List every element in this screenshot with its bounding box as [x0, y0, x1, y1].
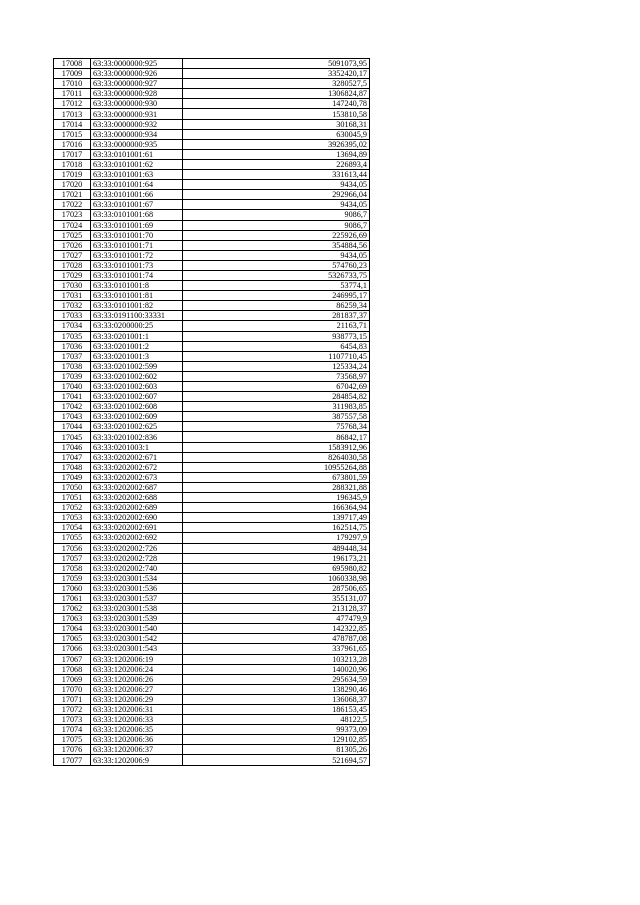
- table-row: [54, 583, 370, 593]
- cadastral-value-cell: 630045,9: [183, 129, 370, 139]
- table-row: [54, 513, 370, 523]
- row-number-cell: 17012: [54, 99, 91, 109]
- table-row: [54, 715, 370, 725]
- cadastral-value-cell: 355131,07: [183, 593, 370, 603]
- cadastral-value-cell: 3280527,5: [183, 79, 370, 89]
- row-number-cell: 17035: [54, 331, 91, 341]
- row-number-cell: 17064: [54, 624, 91, 634]
- cadastral-number-cell: 63:33:0203001:537: [91, 593, 183, 603]
- cadastral-value-cell: 284854,82: [183, 392, 370, 402]
- cadastral-value-cell: 246995,17: [183, 291, 370, 301]
- row-number-cell: 17019: [54, 170, 91, 180]
- table-row: [54, 462, 370, 472]
- row-number-cell: 17024: [54, 220, 91, 230]
- table-row: [54, 412, 370, 422]
- row-number-cell: 17072: [54, 705, 91, 715]
- cadastral-value-cell: 138290,46: [183, 684, 370, 694]
- table-row: [54, 69, 370, 79]
- table-row: [54, 624, 370, 634]
- cadastral-value-cell: 213128,37: [183, 604, 370, 614]
- table-row: [54, 452, 370, 462]
- row-number-cell: 17017: [54, 149, 91, 159]
- table-row: [54, 139, 370, 149]
- cadastral-value-cell: 9086,7: [183, 210, 370, 220]
- cadastral-value-cell: 387557,58: [183, 412, 370, 422]
- cadastral-number-cell: 63:33:0000000:931: [91, 109, 183, 119]
- cadastral-number-cell: 63:33:0000000:926: [91, 69, 183, 79]
- table-row: [54, 705, 370, 715]
- table-row: [54, 159, 370, 169]
- table-row: [54, 755, 370, 765]
- cadastral-value-cell: 86842,17: [183, 432, 370, 442]
- cadastral-number-cell: 63:33:0000000:930: [91, 99, 183, 109]
- table-row: [54, 361, 370, 371]
- row-number-cell: 17049: [54, 472, 91, 482]
- cadastral-value-cell: 125334,24: [183, 361, 370, 371]
- cadastral-number-cell: 63:33:0101001:81: [91, 291, 183, 301]
- cadastral-value-cell: 86259,34: [183, 301, 370, 311]
- table-row: [54, 402, 370, 412]
- table-row: [54, 472, 370, 482]
- cadastral-value-cell: 521694,57: [183, 755, 370, 765]
- row-number-cell: 17071: [54, 694, 91, 704]
- cadastral-value-cell: 129102,85: [183, 735, 370, 745]
- cadastral-number-cell: 63:33:0000000:934: [91, 129, 183, 139]
- row-number-cell: 17069: [54, 674, 91, 684]
- cadastral-number-cell: 63:33:0201001:1: [91, 331, 183, 341]
- cadastral-value-cell: 574760,23: [183, 260, 370, 270]
- table-row: [54, 59, 370, 69]
- row-number-cell: 17025: [54, 230, 91, 240]
- cadastral-number-cell: 63:33:0000000:928: [91, 89, 183, 99]
- cadastral-value-cell: 53774,1: [183, 281, 370, 291]
- row-number-cell: 17050: [54, 482, 91, 492]
- cadastral-number-cell: 63:33:0101001:74: [91, 270, 183, 280]
- row-number-cell: 17044: [54, 422, 91, 432]
- cadastral-value-cell: 225926,69: [183, 230, 370, 240]
- table-row: [54, 331, 370, 341]
- table-row: [54, 422, 370, 432]
- cadastral-number-cell: 63:33:0101001:68: [91, 210, 183, 220]
- table-row: [54, 89, 370, 99]
- row-number-cell: 17077: [54, 755, 91, 765]
- table-row: [54, 210, 370, 220]
- cadastral-number-cell: 63:33:0000000:935: [91, 139, 183, 149]
- row-number-cell: 17068: [54, 664, 91, 674]
- table-row: [54, 240, 370, 250]
- cadastral-number-cell: 63:33:0203001:539: [91, 614, 183, 624]
- cadastral-value-cell: 673801,59: [183, 472, 370, 482]
- cadastral-value-table: [53, 58, 370, 766]
- table-row: [54, 614, 370, 624]
- table-row: [54, 573, 370, 583]
- row-number-cell: 17067: [54, 654, 91, 664]
- row-number-cell: 17042: [54, 402, 91, 412]
- cadastral-value-cell: 478787,08: [183, 634, 370, 644]
- cadastral-number-cell: 63:33:1202006:26: [91, 674, 183, 684]
- cadastral-value-cell: 196345,9: [183, 493, 370, 503]
- table-row: [54, 220, 370, 230]
- table-row: [54, 301, 370, 311]
- row-number-cell: 17060: [54, 583, 91, 593]
- row-number-cell: 17031: [54, 291, 91, 301]
- table-row: [54, 170, 370, 180]
- cadastral-value-cell: 6454,83: [183, 341, 370, 351]
- row-number-cell: 17008: [54, 59, 91, 69]
- table-row: [54, 270, 370, 280]
- row-number-cell: 17016: [54, 139, 91, 149]
- cadastral-number-cell: 63:33:0202002:673: [91, 472, 183, 482]
- cadastral-value-cell: 48122,5: [183, 715, 370, 725]
- row-number-cell: 17026: [54, 240, 91, 250]
- cadastral-value-cell: 136068,37: [183, 694, 370, 704]
- table-row: [54, 533, 370, 543]
- cadastral-number-cell: 63:33:0202002:740: [91, 563, 183, 573]
- cadastral-value-cell: 1060338,98: [183, 573, 370, 583]
- table-row: [54, 230, 370, 240]
- cadastral-number-cell: 63:33:0000000:925: [91, 59, 183, 69]
- table-row: [54, 664, 370, 674]
- cadastral-number-cell: 63:33:0200000:25: [91, 321, 183, 331]
- cadastral-value-cell: 292966,04: [183, 190, 370, 200]
- cadastral-value-cell: 186153,45: [183, 705, 370, 715]
- table-row: [54, 180, 370, 190]
- table-row: [54, 442, 370, 452]
- table-body: [54, 59, 370, 766]
- table-row: [54, 684, 370, 694]
- cadastral-number-cell: 63:33:0101001:70: [91, 230, 183, 240]
- cadastral-value-cell: 99373,09: [183, 725, 370, 735]
- cadastral-value-cell: 489448,34: [183, 543, 370, 553]
- row-number-cell: 17010: [54, 79, 91, 89]
- table-row: [54, 634, 370, 644]
- cadastral-number-cell: 63:33:0201002:625: [91, 422, 183, 432]
- cadastral-number-cell: 63:33:0201002:609: [91, 412, 183, 422]
- table-row: [54, 190, 370, 200]
- cadastral-number-cell: 63:33:0101001:67: [91, 200, 183, 210]
- table-row: [54, 281, 370, 291]
- cadastral-number-cell: 63:33:0101001:69: [91, 220, 183, 230]
- cadastral-value-cell: 13694,89: [183, 149, 370, 159]
- row-number-cell: 17073: [54, 715, 91, 725]
- cadastral-number-cell: 63:33:0201002:602: [91, 371, 183, 381]
- cadastral-value-cell: 9434,05: [183, 250, 370, 260]
- row-number-cell: 17057: [54, 553, 91, 563]
- cadastral-value-cell: 331613,44: [183, 170, 370, 180]
- table-row: [54, 604, 370, 614]
- cadastral-number-cell: 63:33:1202006:19: [91, 654, 183, 664]
- row-number-cell: 17059: [54, 573, 91, 583]
- table-row: [54, 694, 370, 704]
- cadastral-number-cell: 63:33:0202002:691: [91, 523, 183, 533]
- row-number-cell: 17043: [54, 412, 91, 422]
- cadastral-number-cell: 63:33:0202002:728: [91, 553, 183, 563]
- row-number-cell: 17045: [54, 432, 91, 442]
- cadastral-value-cell: 226893,4: [183, 159, 370, 169]
- cadastral-value-cell: 73568,97: [183, 371, 370, 381]
- cadastral-value-cell: 295634,59: [183, 674, 370, 684]
- cadastral-number-cell: 63:33:0203001:538: [91, 604, 183, 614]
- table-row: [54, 745, 370, 755]
- cadastral-number-cell: 63:33:0202002:726: [91, 543, 183, 553]
- table-row: [54, 482, 370, 492]
- table-row: [54, 99, 370, 109]
- cadastral-number-cell: 63:33:1202006:24: [91, 664, 183, 674]
- row-number-cell: 17053: [54, 513, 91, 523]
- row-number-cell: 17013: [54, 109, 91, 119]
- cadastral-number-cell: 63:33:0101001:73: [91, 260, 183, 270]
- table-row: [54, 200, 370, 210]
- table-row: [54, 654, 370, 664]
- cadastral-value-cell: 81305,26: [183, 745, 370, 755]
- row-number-cell: 17028: [54, 260, 91, 270]
- cadastral-value-cell: 477479,9: [183, 614, 370, 624]
- cadastral-number-cell: 63:33:0203001:536: [91, 583, 183, 593]
- row-number-cell: 17029: [54, 270, 91, 280]
- table-row: [54, 250, 370, 260]
- row-number-cell: 17033: [54, 311, 91, 321]
- cadastral-number-cell: 63:33:0201002:836: [91, 432, 183, 442]
- row-number-cell: 17041: [54, 392, 91, 402]
- cadastral-number-cell: 63:33:0202002:690: [91, 513, 183, 523]
- cadastral-number-cell: 63:33:0201002:608: [91, 402, 183, 412]
- cadastral-number-cell: 63:33:1202006:37: [91, 745, 183, 755]
- row-number-cell: 17061: [54, 593, 91, 603]
- row-number-cell: 17023: [54, 210, 91, 220]
- cadastral-value-cell: 938773,15: [183, 331, 370, 341]
- cadastral-value-cell: 281837,37: [183, 311, 370, 321]
- row-number-cell: 17027: [54, 250, 91, 260]
- row-number-cell: 17048: [54, 462, 91, 472]
- row-number-cell: 17015: [54, 129, 91, 139]
- row-number-cell: 17021: [54, 190, 91, 200]
- cadastral-number-cell: 63:33:1202006:27: [91, 684, 183, 694]
- cadastral-value-cell: 1583912,96: [183, 442, 370, 452]
- cadastral-value-cell: 196173,21: [183, 553, 370, 563]
- table-row: [54, 341, 370, 351]
- row-number-cell: 17037: [54, 351, 91, 361]
- cadastral-value-cell: 142322,85: [183, 624, 370, 634]
- table-row: [54, 432, 370, 442]
- table-row: [54, 79, 370, 89]
- cadastral-value-cell: 311983,85: [183, 402, 370, 412]
- cadastral-value-cell: 9434,05: [183, 180, 370, 190]
- cadastral-value-cell: 288321,88: [183, 482, 370, 492]
- table-row: [54, 129, 370, 139]
- cadastral-value-cell: 9086,7: [183, 220, 370, 230]
- row-number-cell: 17058: [54, 563, 91, 573]
- table-row: [54, 493, 370, 503]
- table-row: [54, 523, 370, 533]
- cadastral-value-cell: 1306824,87: [183, 89, 370, 99]
- row-number-cell: 17011: [54, 89, 91, 99]
- row-number-cell: 17032: [54, 301, 91, 311]
- cadastral-value-cell: 30168,31: [183, 119, 370, 129]
- cadastral-number-cell: 63:33:0201001:2: [91, 341, 183, 351]
- table-row: [54, 260, 370, 270]
- row-number-cell: 17014: [54, 119, 91, 129]
- row-number-cell: 17051: [54, 493, 91, 503]
- table-row: [54, 311, 370, 321]
- cadastral-value-cell: 1107710,45: [183, 351, 370, 361]
- cadastral-number-cell: 63:33:0202002:671: [91, 452, 183, 462]
- cadastral-number-cell: 63:33:1202006:35: [91, 725, 183, 735]
- table-row: [54, 392, 370, 402]
- cadastral-number-cell: 63:33:0202002:692: [91, 533, 183, 543]
- row-number-cell: 17076: [54, 745, 91, 755]
- cadastral-value-cell: 695980,82: [183, 563, 370, 573]
- cadastral-number-cell: 63:33:0201002:603: [91, 382, 183, 392]
- cadastral-value-cell: 337961,65: [183, 644, 370, 654]
- row-number-cell: 17066: [54, 644, 91, 654]
- table-row: [54, 109, 370, 119]
- cadastral-value-cell: 139717,49: [183, 513, 370, 523]
- table-row: [54, 351, 370, 361]
- cadastral-value-cell: 153810,58: [183, 109, 370, 119]
- row-number-cell: 17056: [54, 543, 91, 553]
- table-row: [54, 149, 370, 159]
- table-row: [54, 291, 370, 301]
- cadastral-value-cell: 8264030,58: [183, 452, 370, 462]
- cadastral-number-cell: 63:33:0202002:687: [91, 482, 183, 492]
- table-row: [54, 593, 370, 603]
- cadastral-number-cell: 63:33:0203001:534: [91, 573, 183, 583]
- row-number-cell: 17036: [54, 341, 91, 351]
- table-row: [54, 563, 370, 573]
- cadastral-number-cell: 63:33:0101001:64: [91, 180, 183, 190]
- row-number-cell: 17038: [54, 361, 91, 371]
- cadastral-value-cell: 9434,05: [183, 200, 370, 210]
- row-number-cell: 17022: [54, 200, 91, 210]
- table-row: [54, 553, 370, 563]
- cadastral-number-cell: 63:33:0101001:61: [91, 149, 183, 159]
- cadastral-number-cell: 63:33:0201003:1: [91, 442, 183, 452]
- row-number-cell: 17034: [54, 321, 91, 331]
- cadastral-number-cell: 63:33:0101001:62: [91, 159, 183, 169]
- row-number-cell: 17063: [54, 614, 91, 624]
- row-number-cell: 17009: [54, 69, 91, 79]
- cadastral-number-cell: 63:33:0203001:543: [91, 644, 183, 654]
- cadastral-value-cell: 3926395,02: [183, 139, 370, 149]
- row-number-cell: 17054: [54, 523, 91, 533]
- table-row: [54, 119, 370, 129]
- row-number-cell: 17070: [54, 684, 91, 694]
- cadastral-value-cell: 179297,9: [183, 533, 370, 543]
- cadastral-value-cell: 10955264,88: [183, 462, 370, 472]
- cadastral-number-cell: 63:33:0101001:63: [91, 170, 183, 180]
- cadastral-number-cell: 63:33:1202006:33: [91, 715, 183, 725]
- cadastral-number-cell: 63:33:0202002:689: [91, 503, 183, 513]
- table-row: [54, 382, 370, 392]
- cadastral-number-cell: 63:33:0203001:540: [91, 624, 183, 634]
- cadastral-number-cell: 63:33:0101001:72: [91, 250, 183, 260]
- cadastral-value-cell: 166364,94: [183, 503, 370, 513]
- row-number-cell: 17074: [54, 725, 91, 735]
- row-number-cell: 17055: [54, 533, 91, 543]
- cadastral-number-cell: 63:33:0202002:688: [91, 493, 183, 503]
- table-row: [54, 543, 370, 553]
- cadastral-value-cell: 5091073,95: [183, 59, 370, 69]
- row-number-cell: 17039: [54, 371, 91, 381]
- cadastral-value-cell: 162514,75: [183, 523, 370, 533]
- row-number-cell: 17062: [54, 604, 91, 614]
- cadastral-value-cell: 287506,65: [183, 583, 370, 593]
- row-number-cell: 17020: [54, 180, 91, 190]
- cadastral-value-cell: 354884,56: [183, 240, 370, 250]
- table-row: [54, 371, 370, 381]
- table-row: [54, 644, 370, 654]
- row-number-cell: 17052: [54, 503, 91, 513]
- table-row: [54, 503, 370, 513]
- cadastral-number-cell: 63:33:0101001:82: [91, 301, 183, 311]
- cadastral-number-cell: 63:33:0101001:8: [91, 281, 183, 291]
- cadastral-value-cell: 3352420,17: [183, 69, 370, 79]
- cadastral-number-cell: 63:33:1202006:29: [91, 694, 183, 704]
- table-row: [54, 725, 370, 735]
- cadastral-number-cell: 63:33:0201001:3: [91, 351, 183, 361]
- cadastral-number-cell: 63:33:0101001:71: [91, 240, 183, 250]
- table-row: [54, 735, 370, 745]
- cadastral-number-cell: 63:33:1202006:31: [91, 705, 183, 715]
- cadastral-number-cell: 63:33:0000000:932: [91, 119, 183, 129]
- cadastral-value-cell: 21163,71: [183, 321, 370, 331]
- cadastral-number-cell: 63:33:0101001:66: [91, 190, 183, 200]
- cadastral-number-cell: 63:33:0201002:607: [91, 392, 183, 402]
- row-number-cell: 17030: [54, 281, 91, 291]
- row-number-cell: 17018: [54, 159, 91, 169]
- cadastral-value-cell: 140020,96: [183, 664, 370, 674]
- table-row: [54, 674, 370, 684]
- cadastral-value-cell: 5326733,75: [183, 270, 370, 280]
- cadastral-number-cell: 63:33:0203001:542: [91, 634, 183, 644]
- row-number-cell: 17047: [54, 452, 91, 462]
- cadastral-number-cell: 63:33:0202002:672: [91, 462, 183, 472]
- row-number-cell: 17040: [54, 382, 91, 392]
- cadastral-value-cell: 75768,34: [183, 422, 370, 432]
- cadastral-value-cell: 67042,69: [183, 382, 370, 392]
- cadastral-number-cell: 63:33:0000000:927: [91, 79, 183, 89]
- cadastral-value-cell: 103213,28: [183, 654, 370, 664]
- row-number-cell: 17046: [54, 442, 91, 452]
- cadastral-number-cell: 63:33:1202006:36: [91, 735, 183, 745]
- cadastral-value-cell: 147240,78: [183, 99, 370, 109]
- row-number-cell: 17075: [54, 735, 91, 745]
- table-row: [54, 321, 370, 331]
- row-number-cell: 17065: [54, 634, 91, 644]
- cadastral-number-cell: 63:33:1202006:9: [91, 755, 183, 765]
- cadastral-number-cell: 63:33:0201002:599: [91, 361, 183, 371]
- cadastral-number-cell: 63:33:0191100:33331: [91, 311, 183, 321]
